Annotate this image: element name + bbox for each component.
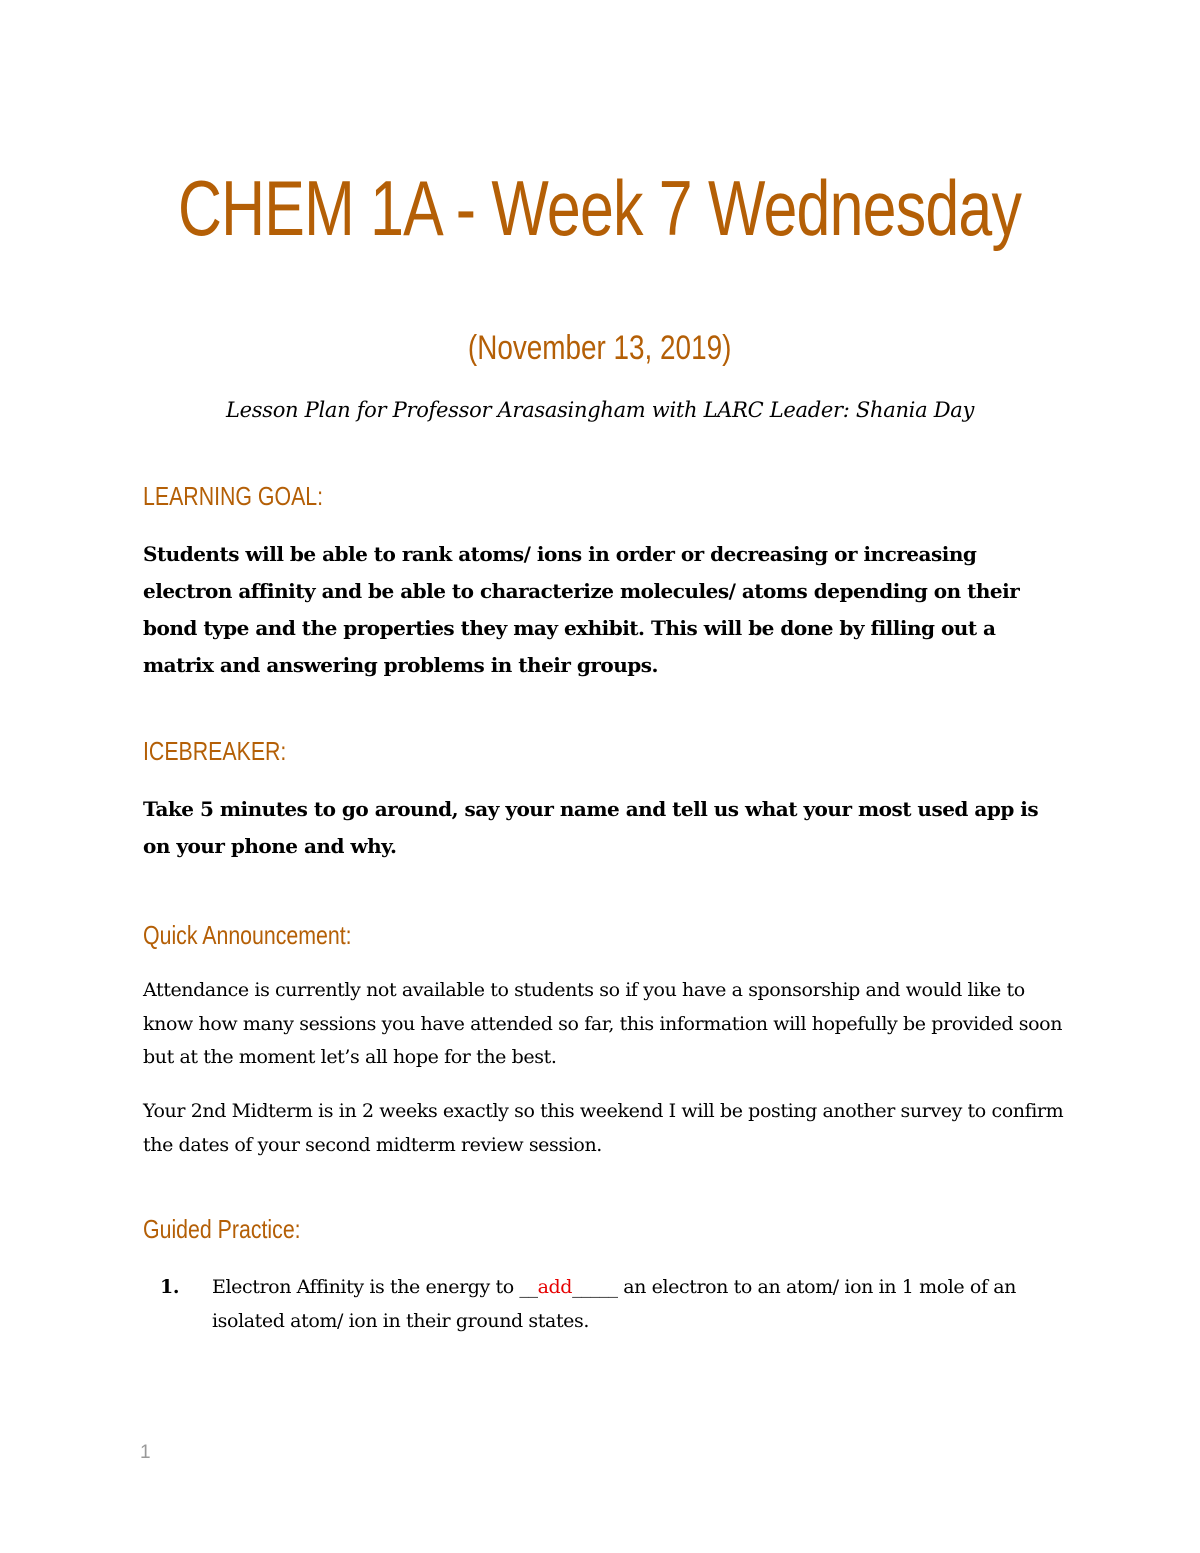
list-item-text-before: Electron Affinity is the energy to __: [212, 1276, 538, 1298]
learning-goal-heading: LEARNING GOAL:: [143, 481, 324, 511]
icebreaker-body: Take 5 minutes to go around, say your name and tell us what your most used app is on your phone and why.: [143, 797, 1039, 858]
list-item-answer: add: [537, 1276, 573, 1298]
page-number: 1: [140, 1442, 151, 1463]
list-item-text-after: _____ an electron to an atom/ ion in 1 mole of an isolated atom/ ion in their ground states.: [212, 1276, 1016, 1332]
announcement-paragraph-2: Your 2nd Midterm is in 2 weeks exactly so this weekend I will be posting another survey to confirm the dates of your second midterm review session.: [143, 1100, 1064, 1156]
icebreaker-heading: ICEBREAKER:: [143, 736, 287, 766]
list-item-text: [212, 1270, 1062, 1338]
list-item-number: 1.: [160, 1276, 180, 1298]
document-subtitle: Lesson Plan for Professor Arasasingham with LARC Leader: Shania Day: [225, 398, 975, 422]
announcement-heading: Quick Announcement:: [143, 920, 352, 950]
announcement-paragraph-1: Attendance is currently not available to students so if you have a sponsorship and would like to know how many sessions you have attended so far, this information will hopefully be provided soon but at the moment let’s all hope for the best.: [143, 979, 1063, 1068]
guided-practice-heading: Guided Practice:: [143, 1214, 301, 1244]
document-date: (November 13, 2019): [467, 329, 732, 367]
document-title: CHEM 1A - Week 7 Wednesday: [177, 164, 1022, 252]
learning-goal-body: Students will be able to rank atoms/ ions in order or decreasing or increasing electron affinity and be able to characterize molecules/ atoms depending on their bond type and the properties they may exhibit. This will be done by filling out a matrix and answering problems in their groups.: [143, 542, 1020, 677]
